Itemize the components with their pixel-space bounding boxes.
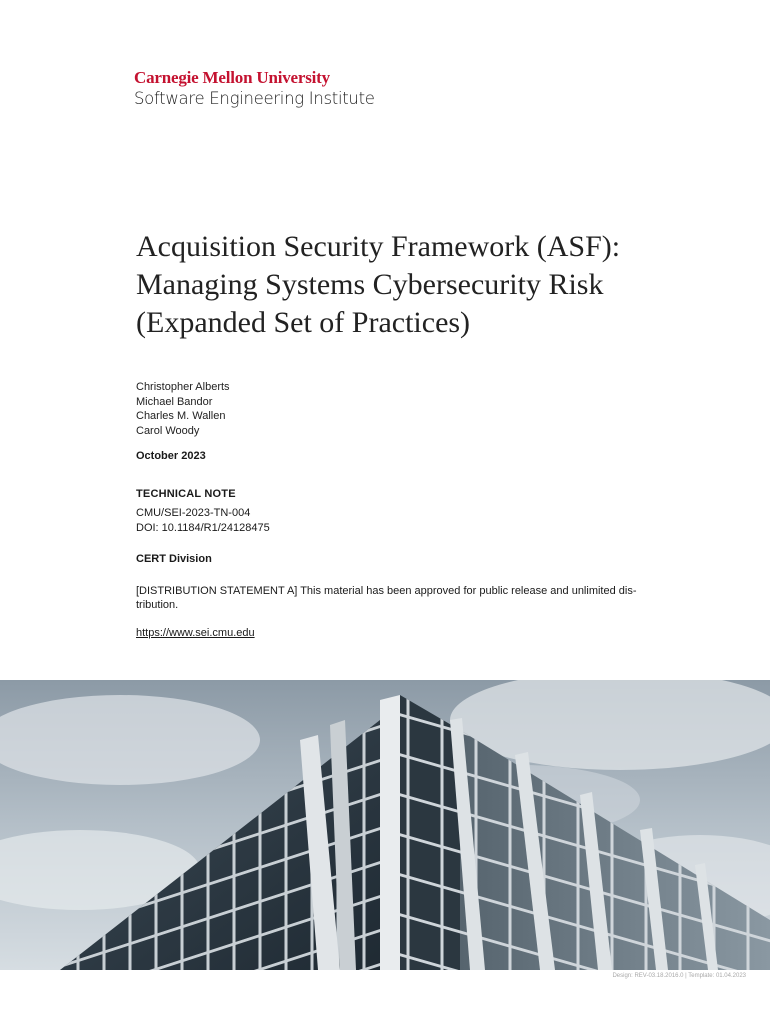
footer-design-info: Design: REV-03.18.2016.0 | Template: 01.04.2023 (612, 973, 746, 979)
distribution-statement: [DISTRIBUTION STATEMENT A] This material has been approved for public release and unlimited dis-tribution. (136, 585, 637, 611)
report-doi: DOI: 10.1184/R1/24128475 (136, 522, 270, 534)
division-name: CERT Division (136, 553, 212, 565)
institution-name: Carnegie Mellon University (134, 68, 330, 87)
institute-name: Software Engineering Institute (134, 89, 375, 108)
author: Michael Bandor (136, 395, 213, 408)
publication-date: October 2023 (136, 450, 206, 462)
title-line: (Expanded Set of Practices) (136, 306, 471, 339)
author: Christopher Alberts (136, 381, 230, 393)
title-line: Managing Systems Cybersecurity Risk (136, 268, 604, 301)
report-type: TECHNICAL NOTE (136, 488, 236, 500)
report-identifiers (136, 506, 270, 536)
cover-photo (0, 680, 770, 970)
building-photo-illustration (0, 680, 770, 970)
title-line: Acquisition Security Framework (ASF): (136, 230, 621, 263)
author: Charles M. Wallen (136, 410, 226, 422)
cmu-sei-logo (134, 68, 375, 110)
sei-website-link[interactable]: https://www.sei.cmu.edu (136, 627, 255, 639)
author: Carol Woody (136, 424, 200, 437)
author-list (136, 380, 230, 438)
report-number: CMU/SEI-2023-TN-004 (136, 507, 251, 519)
document-title (136, 228, 736, 342)
